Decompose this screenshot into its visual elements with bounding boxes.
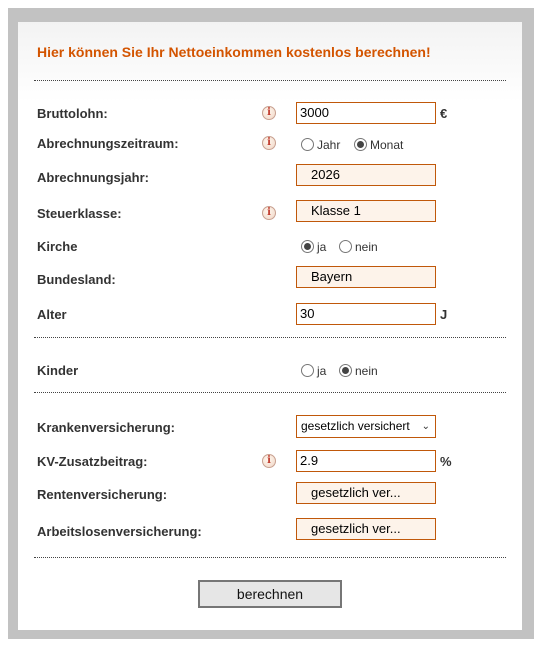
krankenversicherung-select[interactable] — [296, 415, 436, 438]
steuerklasse-label: Steuerklasse: — [37, 206, 122, 221]
radio-kinder-ja-label: ja — [317, 364, 327, 378]
alter-unit: J — [440, 307, 448, 322]
info-icon[interactable]: i — [262, 206, 276, 220]
krankenversicherung-label: Krankenversicherung: — [37, 420, 175, 435]
radio-kinder-nein-label: nein — [355, 364, 378, 378]
percent-unit: % — [440, 454, 452, 469]
panel-header-gradient — [18, 22, 522, 102]
bundesland-select[interactable]: Bayern — [296, 266, 436, 288]
radio-jahr[interactable] — [301, 138, 314, 151]
kv-zusatzbeitrag-label: KV-Zusatzbeitrag: — [37, 454, 148, 469]
chevron-down-icon: ⌄ — [421, 421, 430, 432]
abrechnungsjahr-label: Abrechnungsjahr: — [37, 170, 149, 185]
kirche-label: Kirche — [37, 239, 78, 254]
radio-kinder-ja[interactable] — [301, 364, 314, 377]
kv-zusatzbeitrag-input[interactable]: 2.9 — [296, 450, 436, 472]
info-icon[interactable]: i — [262, 454, 276, 468]
bruttolohn-input[interactable]: 3000 — [296, 102, 436, 124]
arbeitslosenversicherung-select[interactable]: gesetzlich ver... — [296, 518, 436, 540]
radio-jahr-label: Jahr — [317, 138, 341, 152]
bundesland-label: Bundesland: — [37, 272, 116, 287]
abrechnungszeitraum-label: Abrechnungszeitraum: — [37, 136, 179, 151]
divider — [34, 557, 506, 558]
berechnen-button[interactable]: berechnen — [198, 580, 342, 608]
divider — [34, 392, 506, 393]
radio-monat[interactable] — [354, 138, 367, 151]
info-icon[interactable]: i — [262, 136, 276, 150]
rentenversicherung-select[interactable]: gesetzlich ver... — [296, 482, 436, 504]
radio-kirche-nein[interactable] — [339, 240, 352, 253]
steuerklasse-select[interactable]: Klasse 1 — [296, 200, 436, 222]
divider — [34, 80, 506, 81]
rentenversicherung-label: Rentenversicherung: — [37, 487, 168, 502]
calculator-panel — [18, 22, 522, 630]
krankenversicherung-value: gesetzlich versichert — [301, 419, 410, 433]
bruttolohn-label: Bruttolohn: — [37, 106, 108, 121]
radio-kirche-ja[interactable] — [301, 240, 314, 253]
currency-unit: € — [440, 106, 448, 121]
alter-label: Alter — [37, 307, 67, 322]
abrechnungsjahr-select[interactable]: 2026 — [296, 164, 436, 186]
radio-kinder-nein[interactable] — [339, 364, 352, 377]
page-title: Hier können Sie Ihr Nettoeinkommen kostenlos berechnen! — [37, 44, 431, 60]
info-icon[interactable]: i — [262, 106, 276, 120]
radio-monat-label: Monat — [370, 138, 404, 152]
divider — [34, 337, 506, 338]
alter-input[interactable]: 30 — [296, 303, 436, 325]
arbeitslosenversicherung-label: Arbeitslosenversicherung: — [37, 524, 202, 539]
radio-kirche-nein-label: nein — [355, 240, 378, 254]
kinder-label: Kinder — [37, 363, 79, 378]
radio-kirche-ja-label: ja — [317, 240, 327, 254]
